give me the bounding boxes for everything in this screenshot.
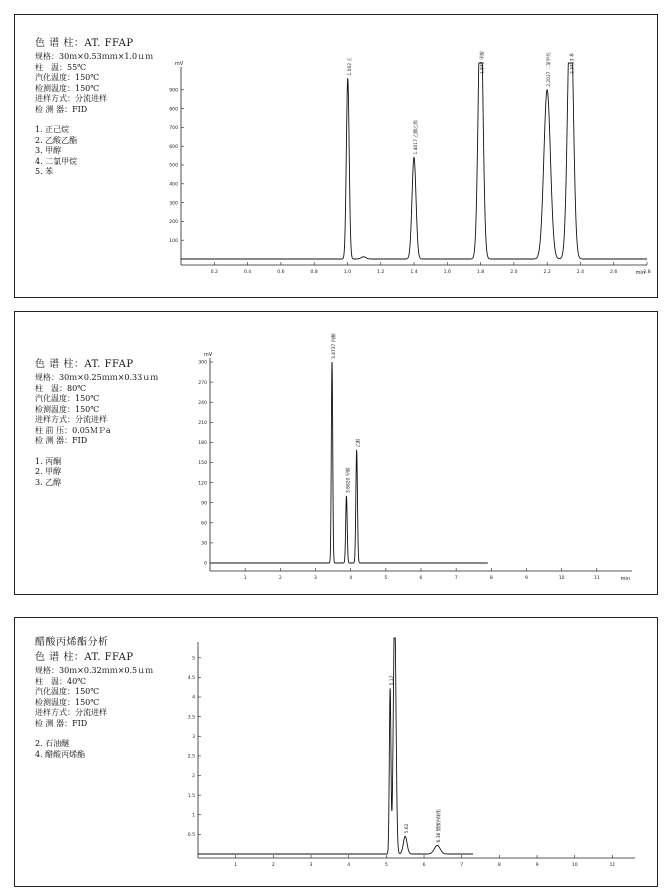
component-item: 5. 苯 — [35, 167, 54, 176]
condition-line: 柱 温：40℃ — [35, 676, 87, 686]
condition-line: 检测温度：150℃ — [35, 83, 100, 93]
x-tick-label: 10 — [571, 863, 578, 868]
x-tick-label: 11 — [593, 576, 600, 581]
y-tick-label: 800 — [169, 107, 178, 113]
condition-line: 规格：30ｍ×0.53ｍｍ×1.0ｕｍ — [35, 52, 154, 61]
x-tick-label: 1 — [243, 576, 247, 581]
component-item: 2. 乙酸乙酯 — [35, 135, 78, 145]
y-tick-label: 4 — [192, 695, 195, 701]
y-axis-label: mV — [203, 352, 213, 358]
condition-line: 规格：30ｍ×0.32ｍｍ×0.5ｕｍ — [35, 666, 154, 675]
chromatogram-plot-3 — [15, 618, 657, 886]
x-tick-label: 0.8 — [310, 270, 318, 275]
peak-label: 1.842 甲醇 — [480, 51, 486, 74]
chromatogram-panel-3 — [14, 617, 658, 887]
y-tick-label: 30 — [201, 541, 207, 547]
x-tick-label: 2.8 — [643, 270, 651, 275]
component-item: 3. 甲醇 — [35, 146, 62, 155]
peak-label: 5.62 — [405, 823, 411, 834]
y-tick-label: 300 — [169, 201, 178, 207]
condition-line: 检测温度：150℃ — [35, 404, 100, 414]
x-tick-label: 8 — [489, 576, 493, 581]
y-tick-label: 200 — [169, 220, 178, 226]
x-tick-label: 1.8 — [476, 270, 485, 275]
y-tick-label: 3 — [192, 734, 195, 740]
condition-line: 进样方式：分流进样 — [35, 708, 107, 717]
condition-line: 汽化温度：150℃ — [35, 687, 100, 696]
chromatogram-plot-1 — [15, 15, 657, 297]
condition-line: 柱 温：55℃ — [35, 62, 87, 72]
x-tick-label: 7 — [460, 863, 464, 868]
x-tick-label: 4 — [347, 863, 351, 868]
condition-line: 进样方式：分流进样 — [35, 94, 107, 103]
x-tick-label: 1.4 — [410, 270, 418, 275]
y-tick-label: 0.5 — [187, 833, 195, 839]
component-item: 4. 二氯甲烷 — [35, 156, 78, 166]
peak-label: 2.3413 苯 — [570, 52, 576, 74]
x-tick-label: 1.0 — [343, 270, 352, 275]
y-tick-label: 2 — [192, 774, 195, 780]
y-tick-label: 120 — [198, 481, 207, 487]
y-tick-label: 5 — [192, 656, 195, 662]
component-item: 2. 甲醇 — [35, 467, 62, 476]
condition-line: 柱 前 压：0.05ＭＰa — [35, 425, 111, 435]
y-tick-label: 900 — [169, 88, 178, 94]
component-item: 3. 乙醇 — [35, 477, 62, 487]
condition-line: 检测温度：150℃ — [35, 697, 100, 707]
x-tick-label: 3 — [309, 863, 313, 868]
y-tick-label: 1 — [192, 813, 195, 819]
component-item: 1. 丙酮 — [35, 456, 62, 466]
x-tick-label: 9 — [525, 576, 528, 581]
x-tick-label: 5 — [384, 863, 388, 868]
y-tick-label: 3.5 — [187, 715, 195, 721]
condition-line: 进样方式：分流进样 — [35, 415, 107, 424]
y-tick-label: 240 — [198, 400, 207, 406]
y-tick-label: 270 — [198, 380, 207, 386]
y-tick-label: 1.5 — [187, 793, 195, 799]
x-axis-label: min — [620, 576, 630, 582]
y-tick-label: 500 — [169, 163, 178, 169]
y-tick-label: 100 — [169, 238, 178, 244]
y-tick-label: 60 — [201, 521, 207, 527]
y-tick-label: 0 — [204, 561, 207, 567]
x-tick-label: 7 — [454, 576, 458, 581]
y-axis-label: mV — [174, 61, 184, 67]
x-tick-label: 6 — [419, 576, 423, 581]
x-tick-label: 1.2 — [377, 270, 385, 275]
condition-line: 汽化温度：150℃ — [35, 394, 100, 403]
condition-line: 汽化温度：150℃ — [35, 73, 100, 82]
peak-label: 1.4017 乙酸乙酯 — [414, 120, 419, 155]
x-tick-label: 2 — [271, 863, 275, 868]
peak-label: 3.8820 甲醇 — [346, 467, 352, 493]
x-tick-label: 2 — [278, 576, 282, 581]
signal-trace — [210, 362, 488, 563]
column-title: 色 谱 柱：AT. FFAP — [35, 652, 134, 663]
y-tick-label: 400 — [169, 182, 178, 188]
condition-line: 检 测 器：FID — [35, 718, 88, 728]
x-tick-label: 8 — [497, 863, 501, 868]
x-tick-label: 0.2 — [210, 270, 218, 275]
condition-line: 柱 温：80℃ — [35, 383, 87, 393]
component-item: 1. 正己烷 — [35, 125, 70, 134]
x-tick-label: 9 — [535, 863, 539, 868]
y-tick-label: 300 — [198, 360, 207, 366]
y-tick-label: 210 — [198, 421, 207, 426]
component-item: 4. 醋酸丙烯酯 — [35, 749, 86, 759]
condition-line: 检 测 器：FID — [35, 104, 88, 114]
peak-label: 1.002 正 — [347, 57, 353, 76]
peak-label: 2.2027 二氯甲烷 — [547, 52, 553, 87]
peak-label: 6.36 醋酸丙烯酯 — [437, 809, 443, 843]
y-tick-label: 180 — [198, 441, 207, 447]
chromatogram-plot-2 — [15, 312, 657, 594]
y-tick-label: 150 — [198, 461, 207, 467]
signal-trace — [181, 63, 647, 259]
y-tick-label: 4.5 — [187, 676, 195, 682]
y-tick-label: 2.5 — [187, 754, 195, 760]
condition-line: 规格：30ｍ×0.25ｍｍ×0.33ｕｍ — [35, 373, 159, 382]
x-tick-label: 3 — [314, 576, 317, 581]
x-tick-label: 2.2 — [543, 270, 551, 275]
x-tick-label: 5 — [384, 576, 388, 581]
column-title: 色 谱 柱：AT. FFAP — [35, 359, 134, 370]
y-tick-label: 90 — [201, 501, 207, 507]
y-tick-label: 700 — [169, 126, 178, 132]
x-tick-label: 1.6 — [443, 270, 451, 275]
peak-label: 5.17 — [390, 675, 396, 686]
y-tick-label: 600 — [169, 144, 178, 150]
x-tick-label: 2.4 — [576, 270, 585, 275]
x-axis-label: min — [635, 270, 645, 276]
x-tick-label: 10 — [558, 576, 565, 581]
condition-line: 检 测 器：FID — [35, 436, 88, 445]
signal-trace — [198, 638, 473, 854]
x-tick-label: 0.6 — [277, 270, 285, 275]
x-tick-label: 4 — [349, 576, 353, 581]
chromatogram-panel-2 — [14, 311, 658, 595]
peak-label: 3.4737 丙酮 — [332, 333, 338, 359]
column-title: 色 谱 柱：AT. FFAP — [35, 38, 134, 49]
x-tick-label: 2.0 — [510, 270, 518, 275]
component-item: 2. 石油醚 — [35, 739, 70, 748]
x-tick-label: 2.6 — [610, 270, 618, 275]
x-tick-label: 0.4 — [243, 270, 252, 275]
peak-label: 乙醇 — [356, 438, 362, 448]
x-tick-label: 6 — [422, 863, 426, 868]
x-tick-label: 1 — [234, 863, 238, 868]
analysis-title: 醋酸丙烯酯分析 — [35, 637, 109, 648]
chromatogram-panel-1 — [14, 14, 658, 298]
x-tick-label: 11 — [609, 863, 616, 868]
